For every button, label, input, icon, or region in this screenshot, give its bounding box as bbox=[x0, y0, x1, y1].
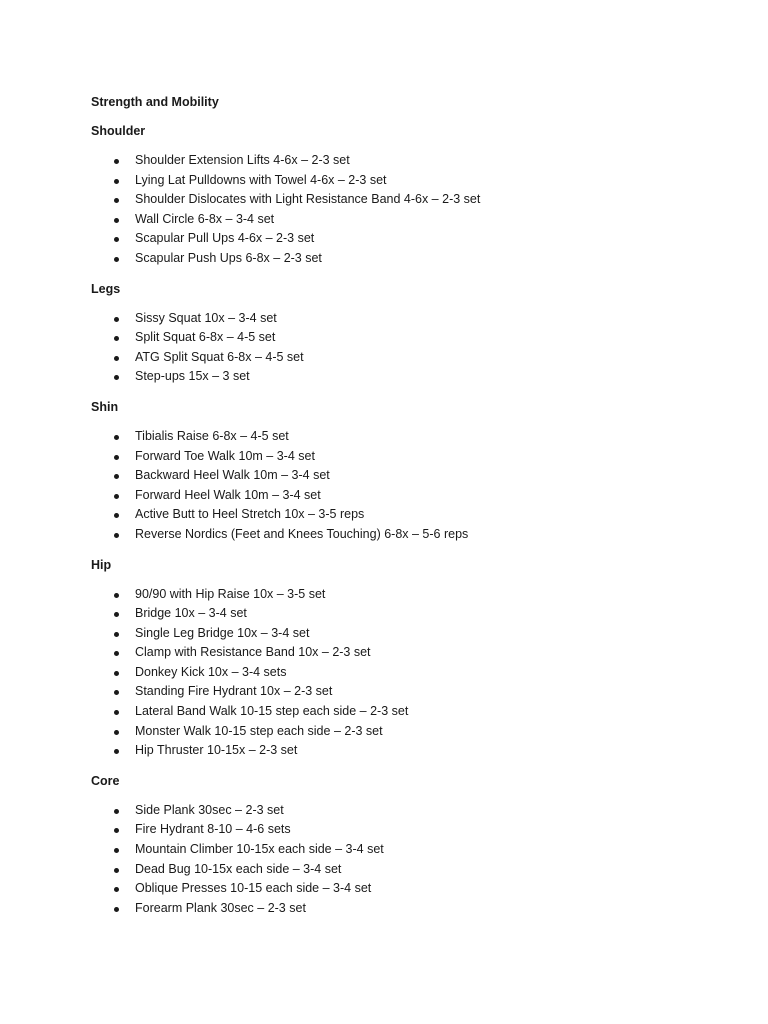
exercise-text: Scapular Push Ups 6-8x – 2-3 set bbox=[135, 250, 322, 265]
list-item bbox=[91, 860, 731, 880]
list-item bbox=[91, 447, 731, 467]
list-item bbox=[91, 525, 731, 545]
section-heading-hip: Hip bbox=[91, 557, 112, 572]
list-item bbox=[91, 190, 731, 210]
list-item bbox=[91, 151, 731, 171]
exercise-list-shin bbox=[91, 427, 731, 545]
exercise-text: Standing Fire Hydrant 10x – 2-3 set bbox=[135, 684, 333, 699]
exercise-text: Monster Walk 10-15 step each side – 2-3 set bbox=[135, 723, 383, 738]
bullet-icon bbox=[114, 336, 119, 341]
exercise-text: Backward Heel Walk 10m – 3-4 set bbox=[135, 468, 330, 483]
list-item bbox=[91, 604, 731, 624]
list-item bbox=[91, 840, 731, 860]
exercise-text: Single Leg Bridge 10x – 3-4 set bbox=[135, 625, 310, 640]
bullet-icon bbox=[114, 237, 119, 242]
section-heading-core: Core bbox=[91, 773, 120, 788]
exercise-text: Oblique Presses 10-15 each side – 3-4 set bbox=[135, 881, 372, 896]
bullet-icon bbox=[114, 612, 119, 617]
exercise-text: Lateral Band Walk 10-15 step each side – 2-3 set bbox=[135, 704, 409, 719]
bullet-icon bbox=[114, 593, 119, 598]
list-item bbox=[91, 505, 731, 525]
exercise-text: Side Plank 30sec – 2-3 set bbox=[135, 802, 284, 817]
exercise-text: Wall Circle 6-8x – 3-4 set bbox=[135, 211, 275, 226]
exercise-text: Shoulder Dislocates with Light Resistance Band 4-6x – 2-3 set bbox=[135, 192, 481, 207]
list-item bbox=[91, 427, 731, 447]
list-item bbox=[91, 820, 731, 840]
bullet-icon bbox=[114, 317, 119, 322]
bullet-icon bbox=[114, 198, 119, 203]
bullet-icon bbox=[114, 710, 119, 715]
list-item bbox=[91, 801, 731, 821]
bullet-icon bbox=[114, 809, 119, 814]
list-item bbox=[91, 702, 731, 722]
bullet-icon bbox=[114, 533, 119, 538]
list-item bbox=[91, 486, 731, 506]
bullet-icon bbox=[114, 749, 119, 754]
bullet-icon bbox=[114, 887, 119, 892]
exercise-text: Donkey Kick 10x – 3-4 sets bbox=[135, 664, 287, 679]
exercise-text: Clamp with Resistance Band 10x – 2-3 set bbox=[135, 645, 371, 660]
exercise-text: Forward Heel Walk 10m – 3-4 set bbox=[135, 487, 321, 502]
bullet-icon bbox=[114, 730, 119, 735]
bullet-icon bbox=[114, 218, 119, 223]
exercise-text: Sissy Squat 10x – 3-4 set bbox=[135, 310, 277, 325]
exercise-text: Split Squat 6-8x – 4-5 set bbox=[135, 330, 276, 345]
list-item bbox=[91, 741, 731, 761]
bullet-icon bbox=[114, 159, 119, 164]
exercise-text: Active Butt to Heel Stretch 10x – 3-5 reps bbox=[135, 507, 365, 522]
exercise-text: Bridge 10x – 3-4 set bbox=[135, 606, 247, 621]
document-page bbox=[91, 92, 731, 928]
document-title: Strength and Mobility bbox=[91, 95, 219, 109]
bullet-icon bbox=[114, 651, 119, 656]
list-item bbox=[91, 249, 731, 269]
list-item bbox=[91, 643, 731, 663]
exercise-text: Reverse Nordics (Feet and Knees Touching) 6-8x – 5-6 reps bbox=[135, 526, 469, 541]
bullet-icon bbox=[114, 494, 119, 499]
bullet-icon bbox=[114, 868, 119, 873]
exercise-text: Step-ups 15x – 3 set bbox=[135, 369, 250, 384]
list-item bbox=[91, 879, 731, 899]
exercise-list-hip bbox=[91, 585, 731, 761]
list-item bbox=[91, 348, 731, 368]
bullet-icon bbox=[114, 671, 119, 676]
exercise-text: Lying Lat Pulldowns with Towel 4-6x – 2-3 set bbox=[135, 172, 387, 187]
exercise-list-legs bbox=[91, 309, 731, 387]
section-heading-shin: Shin bbox=[91, 399, 119, 414]
list-item bbox=[91, 367, 731, 387]
bullet-icon bbox=[114, 435, 119, 440]
bullet-icon bbox=[114, 848, 119, 853]
exercise-text: Scapular Pull Ups 4-6x – 2-3 set bbox=[135, 231, 315, 246]
exercise-text: Dead Bug 10-15x each side – 3-4 set bbox=[135, 861, 342, 876]
bullet-icon bbox=[114, 257, 119, 262]
exercise-text: Forward Toe Walk 10m – 3-4 set bbox=[135, 448, 315, 463]
bullet-icon bbox=[114, 690, 119, 695]
list-item bbox=[91, 328, 731, 348]
bullet-icon bbox=[114, 513, 119, 518]
bullet-icon bbox=[114, 179, 119, 184]
list-item bbox=[91, 229, 731, 249]
list-item bbox=[91, 663, 731, 683]
list-item bbox=[91, 309, 731, 329]
exercise-text: Hip Thruster 10-15x – 2-3 set bbox=[135, 743, 298, 758]
exercise-text: Mountain Climber 10-15x each side – 3-4 set bbox=[135, 842, 384, 857]
exercise-text: Forearm Plank 30sec – 2-3 set bbox=[135, 900, 306, 915]
exercise-text: 90/90 with Hip Raise 10x – 3-5 set bbox=[135, 586, 326, 601]
list-item bbox=[91, 210, 731, 230]
exercise-list-core bbox=[91, 801, 731, 919]
bullet-icon bbox=[114, 455, 119, 460]
bullet-icon bbox=[114, 828, 119, 833]
bullet-icon bbox=[114, 356, 119, 361]
bullet-icon bbox=[114, 474, 119, 479]
bullet-icon bbox=[114, 632, 119, 637]
list-item bbox=[91, 682, 731, 702]
exercise-list-shoulder bbox=[91, 151, 731, 269]
list-item bbox=[91, 722, 731, 742]
exercise-text: Tibialis Raise 6-8x – 4-5 set bbox=[135, 428, 289, 443]
section-heading-legs: Legs bbox=[91, 281, 121, 296]
list-item bbox=[91, 899, 731, 919]
list-item bbox=[91, 624, 731, 644]
exercise-text: Fire Hydrant 8-10 – 4-6 sets bbox=[135, 822, 291, 837]
list-item bbox=[91, 585, 731, 605]
list-item bbox=[91, 466, 731, 486]
bullet-icon bbox=[114, 907, 119, 912]
list-item bbox=[91, 171, 731, 191]
section-heading-shoulder: Shoulder bbox=[91, 124, 146, 138]
exercise-text: Shoulder Extension Lifts 4-6x – 2-3 set bbox=[135, 153, 350, 167]
exercise-text: ATG Split Squat 6-8x – 4-5 set bbox=[135, 349, 304, 364]
bullet-icon bbox=[114, 375, 119, 380]
